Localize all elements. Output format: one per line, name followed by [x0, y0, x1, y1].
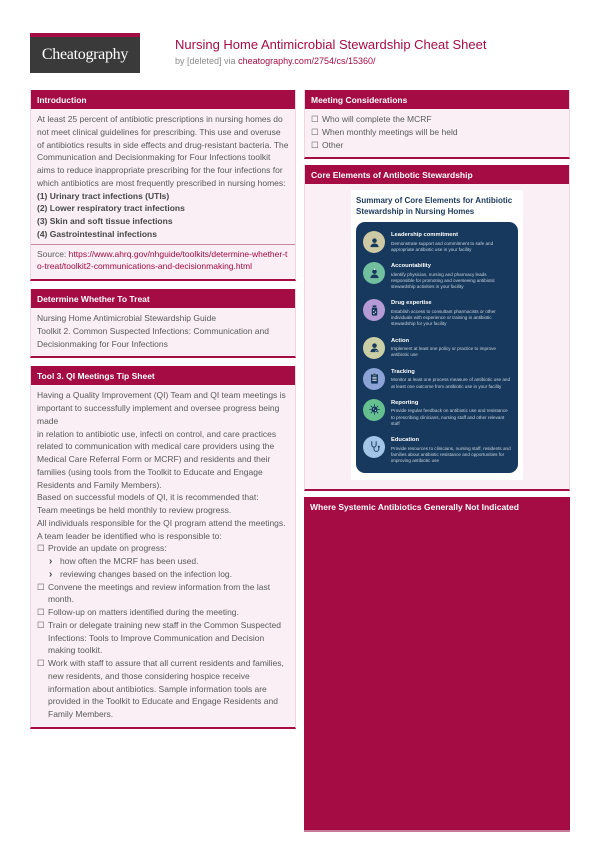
checklist-item	[37, 581, 289, 607]
page-title: Nursing Home Antimicrobial Stewardship Cheat Sheet	[175, 37, 487, 52]
infographic-row-label: Leadership commitment	[391, 232, 459, 239]
nurse-icon	[363, 262, 385, 284]
checklist-item	[311, 139, 563, 152]
checklist-item	[37, 542, 289, 555]
byline-via: via	[221, 56, 239, 66]
qi-paragraph: Based on successful models of QI, it is recommended that:	[37, 492, 259, 503]
section-determine-header: Determine Whether To Treat	[31, 289, 295, 308]
checklist-item	[311, 113, 563, 126]
infographic-row-desc: Identify physician, nursing and pharmacy leads responsible for promoting and overseeing antibiotic stewardship activities in your facility	[391, 271, 495, 290]
infographic-row-label: Tracking	[391, 368, 415, 375]
infographic-row-label: Reporting	[391, 399, 419, 406]
section-introduction	[30, 90, 296, 281]
byline-author: [deleted]	[187, 56, 222, 66]
sub-bullet-label: reviewing changes based on the infection log.	[60, 568, 233, 579]
checklist-item-label: Provide an update on progress:	[48, 543, 167, 554]
infographic-row-reporting	[363, 399, 511, 427]
byline-link[interactable]: cheatography.com/2754/cs/15360/	[238, 56, 376, 66]
checklist-item	[37, 619, 289, 657]
checkbox-icon: ☐	[37, 607, 45, 617]
introduction-paragraph: At least 25 percent of antibiotic prescriptions in nursing homes do not meet clinical guidelines for prescribing. This use and overuse of antibiotics results in side effects and drug-resistant bacteria. The Communication and Decisionmaking for Four Infections toolkit aims to reduce inappropriate prescribing for the four infections for which antibiotics are most frequently prescribed in nursing homes:	[37, 114, 289, 188]
section-where-systemic-antibiotics	[304, 497, 570, 832]
infographic-heading: Summary of Core Elements for Antibiotic Stewardship in Nursing Homes	[356, 196, 513, 216]
checklist-item-label: Who will complete the MCRF	[322, 114, 432, 124]
determine-line: Nursing Home Antimicrobial Stewardship Guide	[37, 313, 217, 323]
infographic-row-leadership	[363, 231, 511, 253]
chevron-right-icon: ›	[49, 568, 53, 580]
sub-bullet-item	[48, 568, 289, 581]
section-meeting-considerations	[304, 90, 570, 159]
checklist-item	[37, 657, 289, 721]
byline	[175, 56, 376, 66]
checklist-item-label: Convene the meetings and review information from the last month.	[48, 581, 271, 605]
infographic-row-desc: Establish access to consultant pharmacists or other individuals with experience or training in antibiotic stewardship for your facility	[391, 309, 496, 327]
checklist-item-label: Other	[322, 139, 344, 150]
doctor-icon	[363, 337, 385, 359]
infographic-row-label: Accountability	[391, 263, 431, 270]
germ-icon	[363, 399, 385, 421]
infographic-row-education	[363, 436, 511, 464]
stethoscope-icon	[363, 436, 385, 458]
section-qi-meetings-tip-sheet	[30, 366, 296, 729]
infographic-row-desc: Provide regular feedback on antibiotic use and resistance to prescribing clinicians, nursing staff and other relevant staff	[391, 408, 508, 426]
logo-text: Cheatography	[41, 46, 129, 63]
qi-paragraph: A team leader be identified who is responsible to:	[37, 530, 222, 541]
checkbox-icon: ☐	[311, 139, 319, 150]
section-qi-header: Tool 3. QI Meetings Tip Sheet	[31, 366, 295, 385]
chevron-right-icon: ›	[49, 556, 53, 567]
checkbox-icon: ☐	[311, 114, 319, 124]
infographic-panel	[356, 222, 518, 473]
byline-by: by	[175, 56, 188, 66]
checkbox-icon: ☐	[37, 543, 45, 554]
sub-bullet-label: how often the MCRF has been used.	[60, 556, 199, 566]
infographic-row-desc: Provide resources to clinicians, nursing staff, residents and families about antibiotic resistance and opportunities for improving antibiotic use	[391, 445, 511, 464]
cheatography-logo[interactable]	[30, 33, 140, 73]
infographic-row-desc: Implement at least one policy or practice to improve antibiotic use	[391, 346, 496, 358]
section-core-elements	[304, 165, 570, 491]
infographic-row-accountability	[363, 262, 511, 290]
medicine-bottle-icon	[363, 299, 385, 321]
checklist-item	[37, 606, 289, 619]
qi-paragraph: in relation to antibiotic use, infecti on control, and care practices related to communication with medical care providers using the Medical Care Referral Form or MCRF) and residents and their families (using tools from the Toolkit to Educate and Engage Residents and Family Members).	[37, 428, 277, 490]
person-icon	[363, 231, 385, 253]
qi-paragraph: All individuals responsible for the QI program attend the meetings.	[37, 517, 286, 528]
section-determine-whether-to-treat	[30, 289, 296, 358]
section-where-systemic-header: Where Systemic Antibiotics Generally Not Indicated	[310, 502, 519, 513]
introduction-item: (3) Skin and soft tissue infections	[37, 216, 173, 226]
infographic-row-action	[363, 337, 511, 359]
infographic-row-drug-expertise	[363, 299, 511, 327]
section-meeting-header: Meeting Considerations	[305, 90, 569, 109]
sub-bullet-item	[48, 555, 289, 568]
infographic-row-desc: Demonstrate support and commitment to safe and appropriate antibiotic use in your facility	[391, 240, 494, 252]
introduction-item: (1) Urinary tract infections (UTIs)	[37, 190, 170, 201]
section-introduction-header: Introduction	[31, 90, 295, 109]
source-link[interactable]: https://www.ahrq.gov/nhguide/toolkits/determine-whether-to-treat/toolkit2-communications-and-decisionmaking.html	[37, 248, 288, 272]
source-line	[37, 248, 289, 274]
divider	[31, 244, 295, 245]
introduction-item: (2) Lower respiratory tract infections	[37, 203, 185, 214]
determine-line: Toolkit 2. Common Suspected Infections: Communication and Decisionmaking for Four Infections	[37, 325, 269, 349]
section-core-elements-header: Core Elements of Antibotic Stewardship	[305, 165, 569, 184]
infographic-row-desc: Monitor at least one process measure of antibiotic use and at least one outcome from antibiotic use in your facility	[391, 377, 510, 389]
right-column	[304, 90, 570, 832]
introduction-item: (4) Gastrointestinal infections	[37, 228, 157, 239]
checkbox-icon: ☐	[311, 126, 319, 137]
left-column	[30, 90, 296, 729]
infographic-row-label: Action	[391, 337, 410, 344]
checklist-item-label: Train or delegate training new staff in the Common Suspected Infections: Tools to Improve Communication and Decision making toolkit.	[48, 619, 281, 656]
qi-paragraph: Having a Quality Improvement (QI) Team and QI team meetings is important to successfully implement and oversee progress being made	[37, 390, 286, 426]
core-elements-infographic	[351, 190, 523, 480]
checklist-item	[311, 126, 563, 139]
checklist-item-label: Work with staff to assure that all current residents and families, new residents, and those considering hospice receive information about antibiotics. Sample information tools are provided in the Toolkit to Educate and Engage Residents and Family Members.	[48, 658, 284, 719]
checklist-item-label: When monthly meetings will be held	[322, 126, 458, 137]
infographic-row-label: Drug expertise	[391, 300, 432, 307]
checkbox-icon: ☐	[37, 619, 45, 630]
qi-paragraph: Team meetings be held monthly to review progress.	[37, 505, 232, 515]
clipboard-icon	[363, 368, 385, 390]
checkbox-icon: ☐	[37, 581, 45, 592]
infographic-row-tracking	[363, 368, 511, 390]
source-label: Source:	[37, 248, 69, 259]
checkbox-icon: ☐	[37, 658, 45, 668]
infographic-row-label: Education	[391, 436, 420, 443]
checklist-item-label: Follow-up on matters identified during the meeting.	[48, 607, 239, 617]
